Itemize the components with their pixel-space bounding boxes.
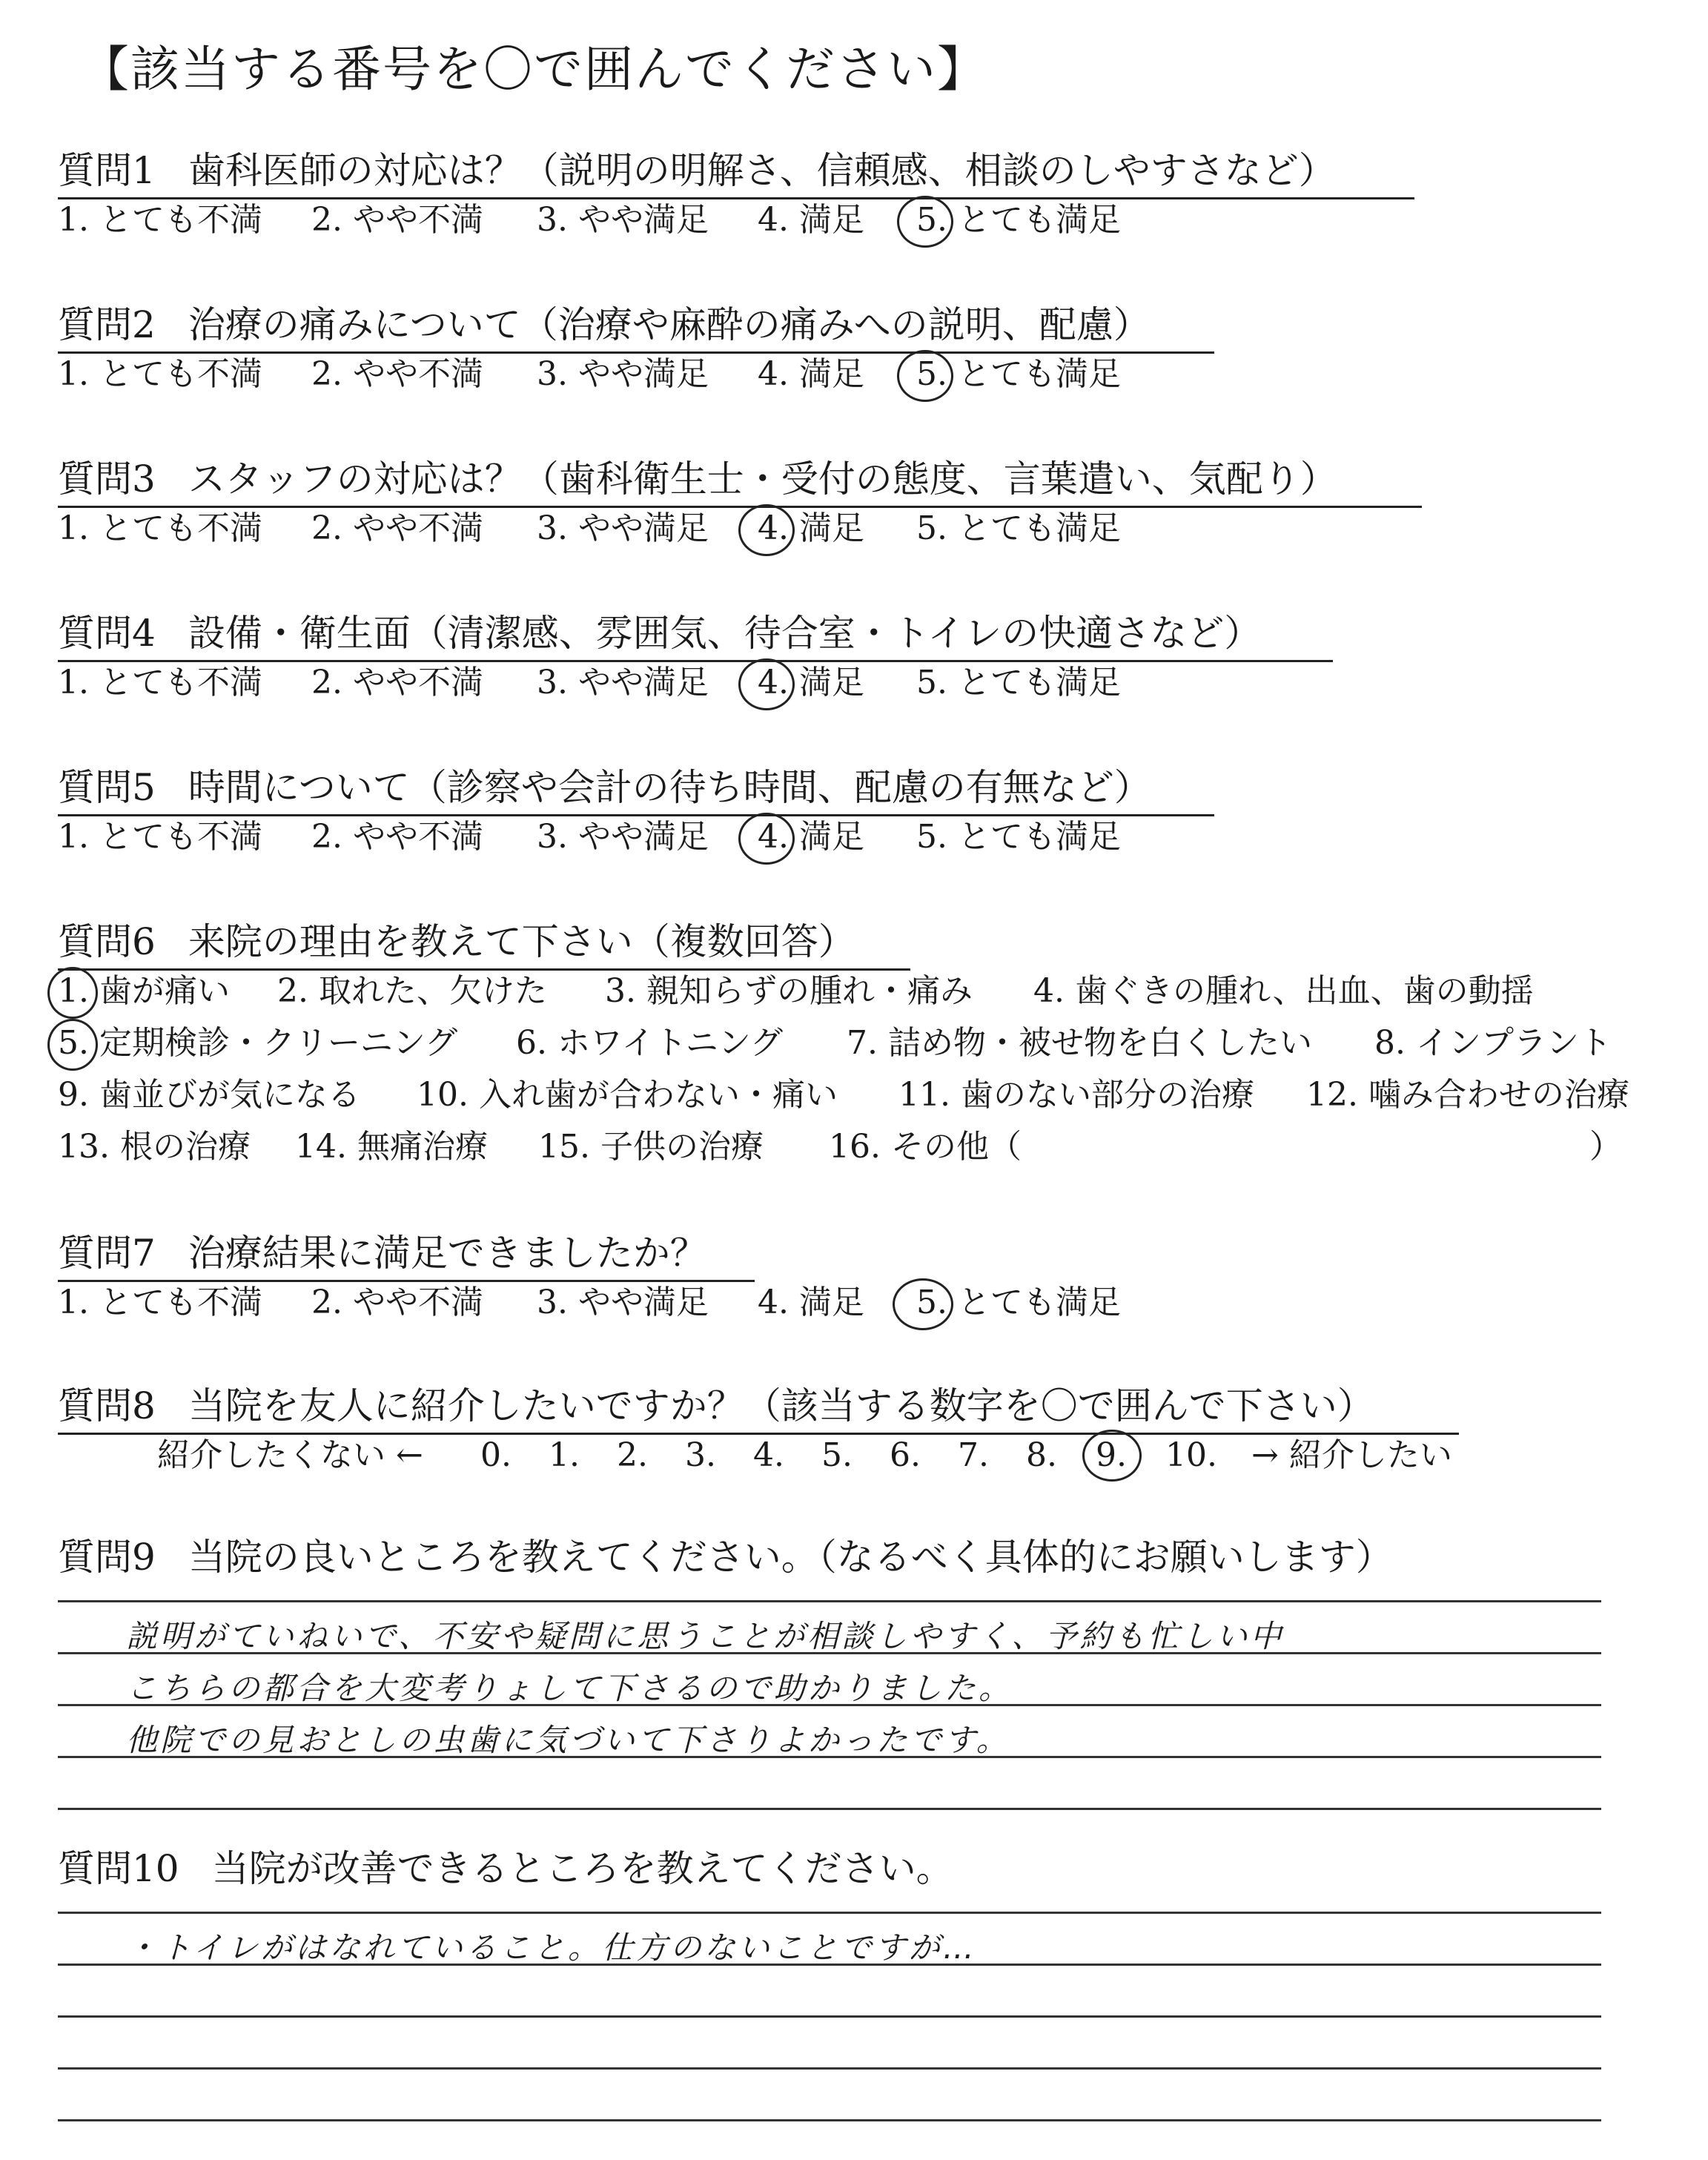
option[interactable]: 2. やや不満 — [311, 201, 483, 239]
answer-line — [58, 1912, 1601, 1914]
option[interactable]: 5. 定期検診・クリーニング — [58, 1024, 458, 1062]
question-7-options — [58, 1283, 1170, 1327]
option[interactable]: 1. とても不満 — [58, 1284, 262, 1321]
question-2-heading — [58, 303, 1214, 354]
option[interactable]: 1. とても不満 — [58, 509, 262, 547]
question-number: 質問1 — [58, 149, 156, 192]
option[interactable]: 1. とても不満 — [58, 201, 262, 239]
answer-circle — [738, 504, 795, 556]
option[interactable]: 14. 無痛治療 — [295, 1128, 488, 1166]
question-number: 質問10 — [58, 1847, 179, 1890]
question-number: 質問9 — [58, 1536, 156, 1579]
scale-option[interactable]: 9. — [1096, 1436, 1127, 1474]
answer-circle — [47, 967, 98, 1019]
question-text: 設備・衛生面（清潔感、雰囲気、待合室・トイレの快適さなど） — [188, 612, 1262, 655]
answer-circle — [1082, 1430, 1142, 1482]
question-number: 質問4 — [58, 612, 156, 655]
option[interactable]: 4. 満足 — [758, 818, 864, 856]
answer-circle — [897, 350, 953, 402]
scale-option[interactable]: 1. — [549, 1436, 580, 1474]
page-title: 【該当する番号を〇で囲んでください】 — [80, 41, 987, 98]
answer-line — [58, 2067, 1601, 2070]
option[interactable]: 2. やや不満 — [311, 355, 483, 393]
option[interactable]: 10. 入れ歯が合わない・痛い — [417, 1076, 838, 1114]
option[interactable]: 5. とても満足 — [916, 1284, 1121, 1321]
question-text: 当院が改善できるところを教えてください。 — [211, 1847, 953, 1890]
option[interactable]: 2. 取れた、欠けた — [277, 972, 547, 1010]
option[interactable]: 5. とても満足 — [916, 664, 1121, 701]
option[interactable]: 9. 歯並びが気になる — [58, 1076, 360, 1114]
scale-option[interactable]: 0. — [480, 1436, 512, 1474]
question-5-options — [58, 817, 1170, 862]
option[interactable]: 1. とても不満 — [58, 355, 262, 393]
option[interactable]: 3. やや満足 — [537, 355, 709, 393]
question-number: 質問6 — [58, 920, 156, 963]
option: ） — [1589, 1128, 1622, 1166]
option[interactable]: 5. とても満足 — [916, 201, 1121, 239]
question-number: 質問8 — [58, 1384, 156, 1427]
answer-circle — [738, 813, 795, 865]
question-6-heading — [58, 919, 910, 971]
option[interactable]: 15. 子供の治療 — [538, 1128, 764, 1166]
option[interactable]: 3. やや満足 — [537, 201, 709, 239]
option[interactable]: 8. インプラント — [1374, 1024, 1612, 1062]
scale-option[interactable]: 8. — [1026, 1436, 1057, 1474]
scale-option[interactable]: 4. — [753, 1436, 784, 1474]
option[interactable]: 2. やや不満 — [311, 509, 483, 547]
question-8-scale — [58, 1436, 1540, 1480]
scale-option[interactable]: 2. — [617, 1436, 648, 1474]
answer-line — [58, 1808, 1601, 1810]
option[interactable]: 2. やや不満 — [311, 818, 483, 856]
option[interactable]: 12. 噛み合わせの治療 — [1306, 1076, 1629, 1114]
answer-circle — [47, 1019, 98, 1071]
option[interactable]: 5. とても満足 — [916, 818, 1121, 856]
question-6-options — [58, 971, 1674, 1179]
answer-line — [58, 2119, 1601, 2121]
question-text: 当院の良いところを教えてください。（なるべく具体的にお願いします） — [188, 1536, 1393, 1579]
option[interactable]: 6. ホワイトニング — [516, 1024, 784, 1062]
option[interactable]: 3. やや満足 — [537, 1284, 709, 1321]
question-text: 治療結果に満足できましたか？ — [188, 1232, 707, 1275]
question-text: 来院の理由を教えて下さい（複数回答） — [188, 920, 855, 963]
option[interactable]: 4. 満足 — [758, 664, 864, 701]
answer-circle — [738, 658, 795, 710]
answer-circle — [897, 196, 953, 248]
option[interactable]: 4. 満足 — [758, 355, 864, 393]
answer-circle — [893, 1278, 953, 1330]
question-4-heading — [58, 611, 1333, 662]
option[interactable]: 4. 歯ぐきの腫れ、出血、歯の動揺 — [1033, 972, 1534, 1010]
scale-option[interactable]: 6. — [890, 1436, 921, 1474]
option[interactable]: 3. やや満足 — [537, 818, 709, 856]
option[interactable]: 2. やや不満 — [311, 1284, 483, 1321]
question-text: 時間について（診察や会計の待ち時間、配慮の有無など） — [188, 766, 1151, 809]
question-9-heading — [58, 1535, 1393, 1579]
answer-line — [58, 2015, 1601, 2018]
question-3-options — [58, 509, 1170, 553]
question-4-options — [58, 663, 1170, 707]
question-number: 質問7 — [58, 1232, 156, 1275]
scale-option[interactable]: 10. — [1165, 1436, 1217, 1474]
question-number: 質問5 — [58, 766, 156, 809]
question-text: 治療の痛みについて（治療や麻酔の痛みへの説明、配慮） — [188, 303, 1151, 346]
question-text: スタッフの対応は？（歯科衛生士・受付の態度、言葉遣い、気配り） — [188, 458, 1337, 501]
option[interactable]: 4. 満足 — [758, 509, 864, 547]
option[interactable]: 2. やや不満 — [311, 664, 483, 701]
scale-right-label: → 紹介したい — [1251, 1436, 1452, 1474]
question-number: 質問3 — [58, 458, 156, 501]
option[interactable]: 5. とても満足 — [916, 355, 1121, 393]
question-7-heading — [58, 1231, 755, 1282]
question-5-heading — [58, 765, 1214, 816]
handwritten-answer: 説明がていねいで、不安や疑問に思うことが相談しやすく、予約も忙しい中 — [126, 1618, 1285, 1654]
question-3-heading — [58, 457, 1422, 508]
handwritten-answer: ・トイレがはなれていること。仕方のないことですが… — [126, 1929, 977, 1966]
question-number: 質問2 — [58, 303, 156, 346]
question-1-heading — [58, 148, 1414, 199]
question-10-heading — [58, 1846, 953, 1891]
option[interactable]: 1. とても不満 — [58, 818, 262, 856]
option[interactable]: 3. やや満足 — [537, 509, 709, 547]
scale-left-label: 紹介したくない ← — [157, 1436, 423, 1474]
question-2-options — [58, 354, 1170, 399]
option[interactable]: 1. 歯が痛い — [58, 972, 230, 1010]
question-text: 歯科医師の対応は？（説明の明解さ、信頼感、相談のしやすさなど） — [188, 149, 1336, 192]
option[interactable]: 4. 満足 — [758, 1284, 864, 1321]
option[interactable]: 5. とても満足 — [916, 509, 1121, 547]
option[interactable]: 3. やや満足 — [537, 664, 709, 701]
option[interactable]: 16. その他（ — [829, 1128, 1022, 1166]
question-8-heading — [58, 1384, 1459, 1435]
question-text: 当院を友人に紹介したいですか？（該当する数字を〇で囲んで下さい） — [188, 1384, 1374, 1427]
option[interactable]: 13. 根の治療 — [58, 1128, 251, 1166]
scale-option[interactable]: 5. — [821, 1436, 853, 1474]
option[interactable]: 4. 満足 — [758, 201, 864, 239]
question-1-options — [58, 200, 1170, 245]
scale-option[interactable]: 3. — [685, 1436, 716, 1474]
handwritten-answer: 他院での見おとしの虫歯に気づいて下さりよかったです。 — [126, 1722, 1010, 1758]
answer-line — [58, 1600, 1601, 1602]
option[interactable]: 1. とても不満 — [58, 664, 262, 701]
handwritten-answer: こちらの都合を大変考りょして下さるので助かりました。 — [126, 1670, 1013, 1706]
scale-option[interactable]: 7. — [958, 1436, 989, 1474]
option[interactable]: 7. 詰め物・被せ物を白くしたい — [847, 1024, 1312, 1062]
option[interactable]: 3. 親知らずの腫れ・痛み — [605, 972, 973, 1010]
option[interactable]: 11. 歯のない部分の治療 — [898, 1076, 1254, 1114]
